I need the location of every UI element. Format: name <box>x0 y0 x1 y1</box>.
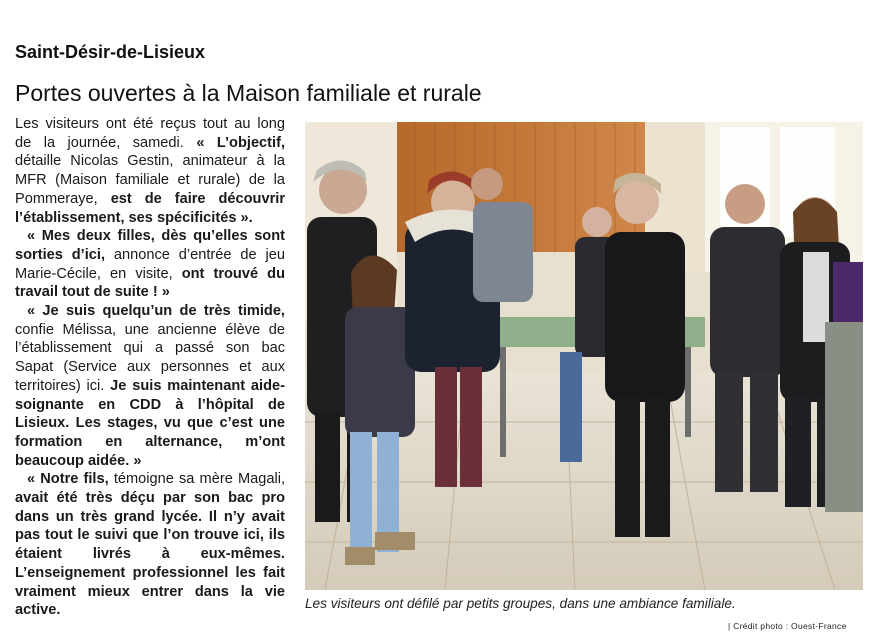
article-kicker: Saint-Désir-de-Lisieux <box>15 42 206 62</box>
text-segment: annonce d’entrée de jeu Marie-Cécile, en visite, <box>15 246 285 282</box>
paragraph-3 <box>15 302 285 470</box>
text-segment: « L’objectif, <box>196 134 286 151</box>
text-segment: détaille Nicolas Gestin, animateur à la MFR (Maison familiale et rurale) de la Pommeraye, <box>15 153 285 207</box>
text-segment: ont trouvé du travail tout de suite ! » <box>15 265 285 301</box>
article-photo <box>305 122 863 590</box>
photo-caption: Les visiteurs ont défilé par petits groupes, dans une ambiance familiale. <box>305 596 736 611</box>
article-headline: Portes ouvertes à la Maison familiale et rurale <box>15 80 482 106</box>
text-segment: témoigne sa mère Magali, <box>108 471 285 488</box>
photo-credit: | Crédit photo : Ouest-France <box>728 621 847 631</box>
paragraph-1 <box>15 115 285 227</box>
text-segment: avait été très déçu par son bac pro dans un très grand lycée. Il n’y avait pas tout le suivi que l’on trouve ici, ils étaient livrés à eux-mêmes. L’enseignement professionnel les fait vraiment mieux entrer dans la vie active. <box>15 490 285 619</box>
text-segment: Je suis maintenant aide-soignante en CDD à l’hôpital de Lisieux. Les stages, vu que c’est une formation en alternance, m’ont beaucoup aidée. » <box>15 377 285 469</box>
text-segment: « Notre fils, <box>27 471 109 488</box>
article-body <box>15 115 285 620</box>
text-segment: Les visiteurs ont été reçus tout au long de la journée, samedi. <box>15 116 285 151</box>
text-segment: confie Mélissa, une ancienne élève de l’établissement qui a passé son bac Sapat (Service aux personnes et aux territoires) ici. <box>15 321 285 394</box>
paragraph-4 <box>15 470 285 620</box>
paragraph-2 <box>15 227 285 302</box>
text-segment: « Mes deux filles, dès qu’elles sont sorties d’ici, <box>15 228 285 263</box>
text-segment: est de faire découvrir l’établissement, ses spécificités ». <box>15 190 286 226</box>
text-segment: « Je suis quelqu’un de très timide, <box>27 303 285 320</box>
